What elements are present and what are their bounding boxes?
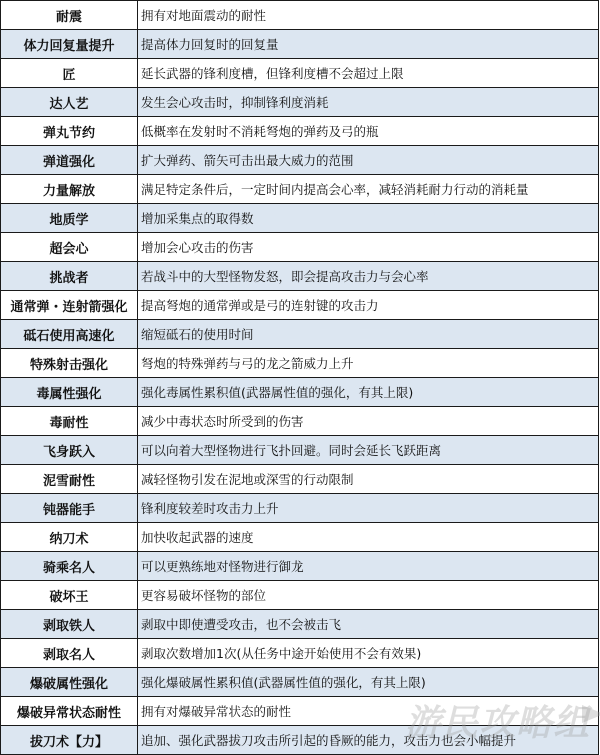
skill-name: 特殊射击强化 [1,349,138,378]
skill-name: 剥取铁人 [1,610,138,639]
skill-name: 钝器能手 [1,494,138,523]
skill-description: 延长武器的锋利度槽，但锋利度槽不会超过上限 [138,59,599,88]
table-row [1,1,599,30]
table-row [1,30,599,59]
skill-name: 毒属性强化 [1,378,138,407]
skill-description: 可以向着大型怪物进行飞扑回避。同时会延长飞跃距离 [138,436,599,465]
skill-name: 纳刀术 [1,523,138,552]
skill-name: 耐震 [1,1,138,30]
skill-name: 力量解放 [1,175,138,204]
table-row [1,88,599,117]
skill-name: 飞身跃入 [1,436,138,465]
skill-description: 提高弩炮的通常弹或是弓的连射键的攻击力 [138,291,599,320]
skill-description: 若战斗中的大型怪物发怒，即会提高攻击力与会心率 [138,262,599,291]
skill-description: 拥有对爆破异常状态的耐性 [138,697,599,726]
skill-description: 减少中毒状态时所受到的伤害 [138,407,599,436]
skill-description: 加快收起武器的速度 [138,523,599,552]
skill-name: 爆破属性强化 [1,668,138,697]
skill-name: 弹道强化 [1,146,138,175]
skill-description: 减轻怪物引发在泥地或深雪的行动限制 [138,465,599,494]
skill-name: 地质学 [1,204,138,233]
table-row [1,175,599,204]
table-row [1,494,599,523]
skill-description: 弩炮的特殊弹药与弓的龙之箭威力上升 [138,349,599,378]
skill-name: 破坏王 [1,581,138,610]
skill-name: 剥取名人 [1,639,138,668]
table-row [1,407,599,436]
table-row [1,204,599,233]
table-row [1,726,599,755]
table-row [1,320,599,349]
table-row [1,465,599,494]
skill-name: 爆破异常状态耐性 [1,697,138,726]
skill-description: 剥取中即使遭受攻击，也不会被击飞 [138,610,599,639]
skill-name: 超会心 [1,233,138,262]
skill-description: 强化爆破属性累积值(武器属性值的强化，有其上限) [138,668,599,697]
skill-description: 提高体力回复时的回复量 [138,30,599,59]
skill-description: 低概率在发射时不消耗弩炮的弹药及弓的瓶 [138,117,599,146]
table-row [1,523,599,552]
skill-name: 达人艺 [1,88,138,117]
table-row [1,668,599,697]
table-row [1,117,599,146]
table-row [1,378,599,407]
skill-name: 砥石使用高速化 [1,320,138,349]
table-row [1,581,599,610]
skill-name: 毒耐性 [1,407,138,436]
table-row [1,291,599,320]
skill-description: 剥取次数增加1次(从任务中途开始使用不会有效果) [138,639,599,668]
skill-name: 通常弹・连射箭强化 [1,291,138,320]
skill-name: 匠 [1,59,138,88]
skill-description: 追加、强化武器拔刀攻击所引起的昏厥的能力，攻击力也会小幅提升 [138,726,599,755]
watermark-logo: 游民攻略组 [405,695,590,746]
skill-name: 骑乘名人 [1,552,138,581]
skill-name: 弹丸节约 [1,117,138,146]
table-row [1,639,599,668]
skill-description: 满足特定条件后，一定时间内提高会心率，减轻消耗耐力行动的消耗量 [138,175,599,204]
table-row [1,436,599,465]
skill-description: 扩大弹药、箭矢可击出最大威力的范围 [138,146,599,175]
skill-name: 拔刀术【力】 [1,726,138,755]
table-row [1,59,599,88]
skill-description: 强化毒属性累积值(武器属性值的强化，有其上限) [138,378,599,407]
table-row [1,610,599,639]
skill-description: 拥有对地面震动的耐性 [138,1,599,30]
skill-description: 缩短砥石的使用时间 [138,320,599,349]
skill-name: 挑战者 [1,262,138,291]
skill-description: 增加会心攻击的伤害 [138,233,599,262]
table-row [1,697,599,726]
skill-description: 增加采集点的取得数 [138,204,599,233]
skill-description: 可以更熟练地对怪物进行御龙 [138,552,599,581]
table-row [1,146,599,175]
skill-description: 锋利度较差时攻击力上升 [138,494,599,523]
skill-name: 泥雪耐性 [1,465,138,494]
table-row [1,349,599,378]
table-row [1,233,599,262]
skill-name: 体力回复量提升 [1,30,138,59]
skill-description: 发生会心攻击时，抑制锋利度消耗 [138,88,599,117]
skill-description: 更容易破坏怪物的部位 [138,581,599,610]
table-row [1,552,599,581]
table-row [1,262,599,291]
